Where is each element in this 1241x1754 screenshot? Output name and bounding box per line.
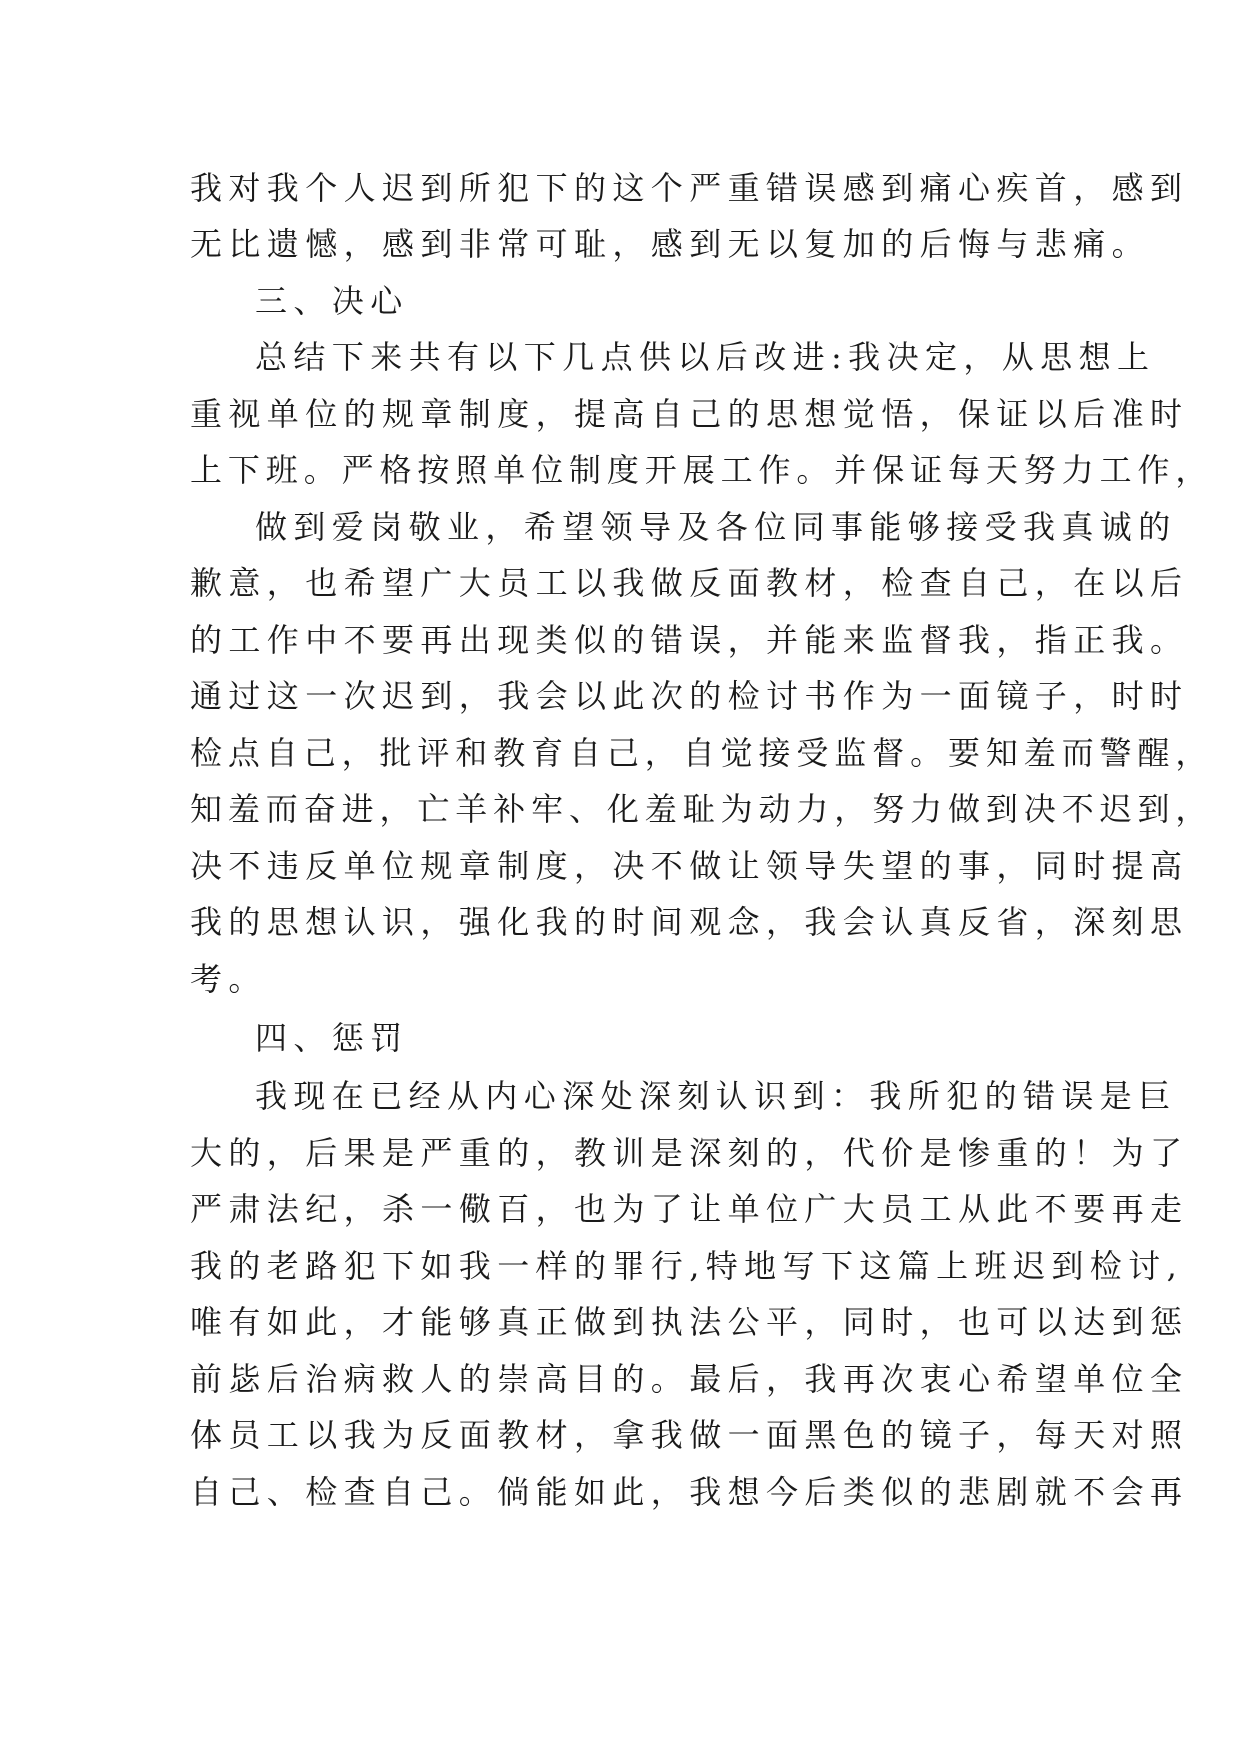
text-line: 我的老路犯下如我一样的罪行,特地写下这篇上班迟到检讨,	[190, 1247, 1184, 1285]
text-line: 我现在已经从内心深处深刻认识到：我所犯的错误是巨	[255, 1077, 1177, 1115]
text-line: 唯有如此，才能够真正做到执法公平，同时，也可以达到惩	[190, 1303, 1189, 1341]
text-line: 上下班。严格按照单位制度开展工作。并保证每天努力工作，	[190, 451, 1214, 489]
text-line: 通过这一次迟到，我会以此次的检讨书作为一面镜子，时时	[190, 677, 1189, 715]
text-line: 严肃法纪，杀一儆百，也为了让单位广大员工从此不要再走	[190, 1190, 1189, 1228]
text-line: 检点自己，批评和教育自己，自觉接受监督。要知羞而警醒，	[190, 734, 1214, 772]
text-line: 体员工以我为反面教材，拿我做一面黑色的镜子，每天对照	[190, 1416, 1189, 1454]
text-line: 歉意，也希望广大员工以我做反面教材，检查自己，在以后	[190, 564, 1189, 602]
text-line: 自己、检查自己。倘能如此，我想今后类似的悲剧就不会再	[190, 1473, 1189, 1511]
section-heading: 三、决心	[255, 282, 409, 320]
text-line: 我对我个人迟到所犯下的这个严重错误感到痛心疾首，感到	[190, 169, 1189, 207]
text-line: 做到爱岗敬业，希望领导及各位同事能够接受我真诚的	[255, 508, 1177, 546]
text-line: 总结下来共有以下几点供以后改进:我决定，从思想上	[255, 338, 1156, 376]
text-line: 决不违反单位规章制度，决不做让领导失望的事，同时提高	[190, 847, 1189, 885]
text-line: 重视单位的规章制度，提高自己的思想觉悟，保证以后准时	[190, 395, 1189, 433]
text-line: 考。	[190, 960, 267, 998]
text-line: 知羞而奋进，亡羊补牢、化羞耻为动力，努力做到决不迟到，	[190, 790, 1214, 828]
text-line: 前毖后治病救人的崇高目的。最后，我再次衷心希望单位全	[190, 1360, 1189, 1398]
text-line: 大的，后果是严重的，教训是深刻的，代价是惨重的！为了	[190, 1134, 1189, 1172]
text-line: 的工作中不要再出现类似的错误，并能来监督我，指正我。	[190, 621, 1189, 659]
section-heading: 四、惩罚	[255, 1019, 409, 1057]
text-line: 无比遗憾，感到非常可耻，感到无以复加的后悔与悲痛。	[190, 225, 1151, 263]
text-line: 我的思想认识，强化我的时间观念，我会认真反省，深刻思	[190, 903, 1189, 941]
